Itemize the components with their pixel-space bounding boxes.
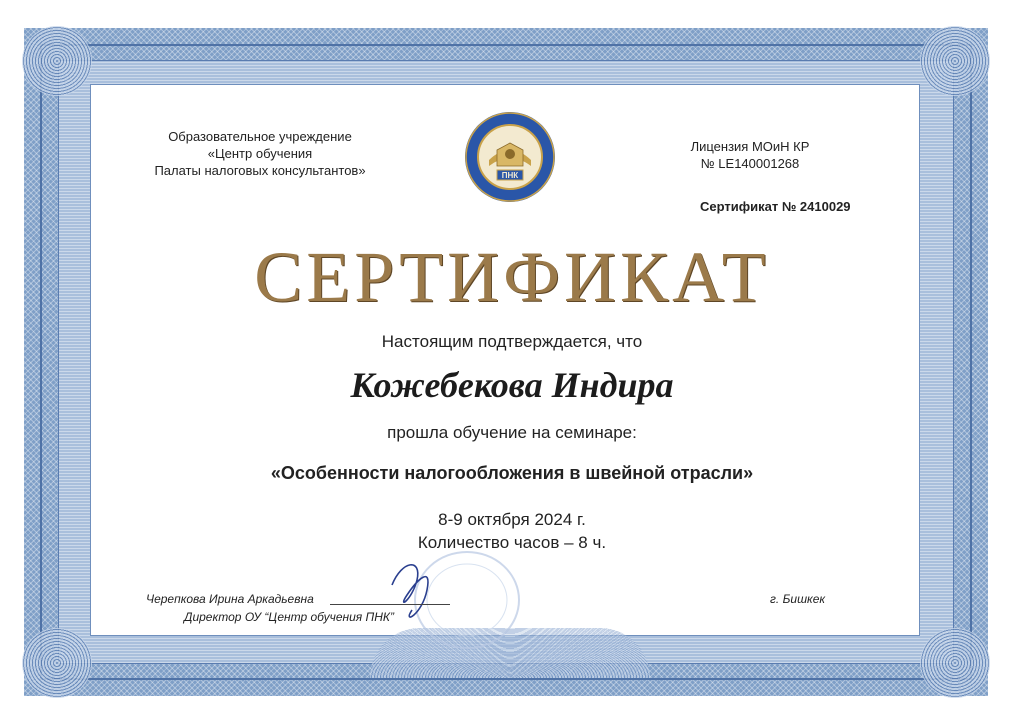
signature-icon: [392, 565, 428, 617]
issuer-name: [130, 128, 390, 179]
issuer-line-1: Образовательное учреждение: [168, 129, 352, 144]
license-line-1: Лицензия МОиН КР: [690, 139, 810, 154]
corner-ornament-icon: [22, 628, 92, 698]
corner-ornament-icon: [920, 628, 990, 698]
seminar-dates: 8-9 октября 2024 г.: [438, 510, 586, 529]
issuer-line-3: Палаты налоговых консультантов»: [154, 163, 366, 178]
license-line-2: № LE140001268: [700, 156, 800, 171]
certificate-title: СЕРТИФИКАТ: [254, 237, 770, 317]
corner-ornament-icon: [920, 26, 990, 96]
license-info: [650, 138, 850, 172]
signatory-position: Директор ОУ “Центр обучения ПНК”: [184, 610, 394, 624]
issue-city: г. Бишкек: [770, 592, 826, 606]
seminar-hours: Количество часов – 8 ч.: [417, 533, 607, 552]
certificate-number: Сертификат № 2410029: [700, 199, 851, 214]
official-stamp-icon: [372, 540, 522, 650]
seminar-title: «Особенности налогообложения в швейной отрасли»: [270, 463, 754, 483]
recipient-name: Кожебекова Индира: [350, 365, 674, 405]
logo-abbreviation: ПНК: [501, 171, 519, 180]
signature-line: [330, 604, 450, 605]
completion-text: прошла обучение на семинаре:: [387, 423, 637, 442]
corner-ornament-icon: [22, 26, 92, 96]
issuer-line-2: «Центр обучения: [207, 146, 313, 161]
signatory-name: Черепкова Ирина Аркадьевна: [146, 592, 314, 606]
pnk-emblem-icon: [463, 110, 557, 204]
confirm-text: Настоящим подтверждается, что: [381, 332, 643, 351]
